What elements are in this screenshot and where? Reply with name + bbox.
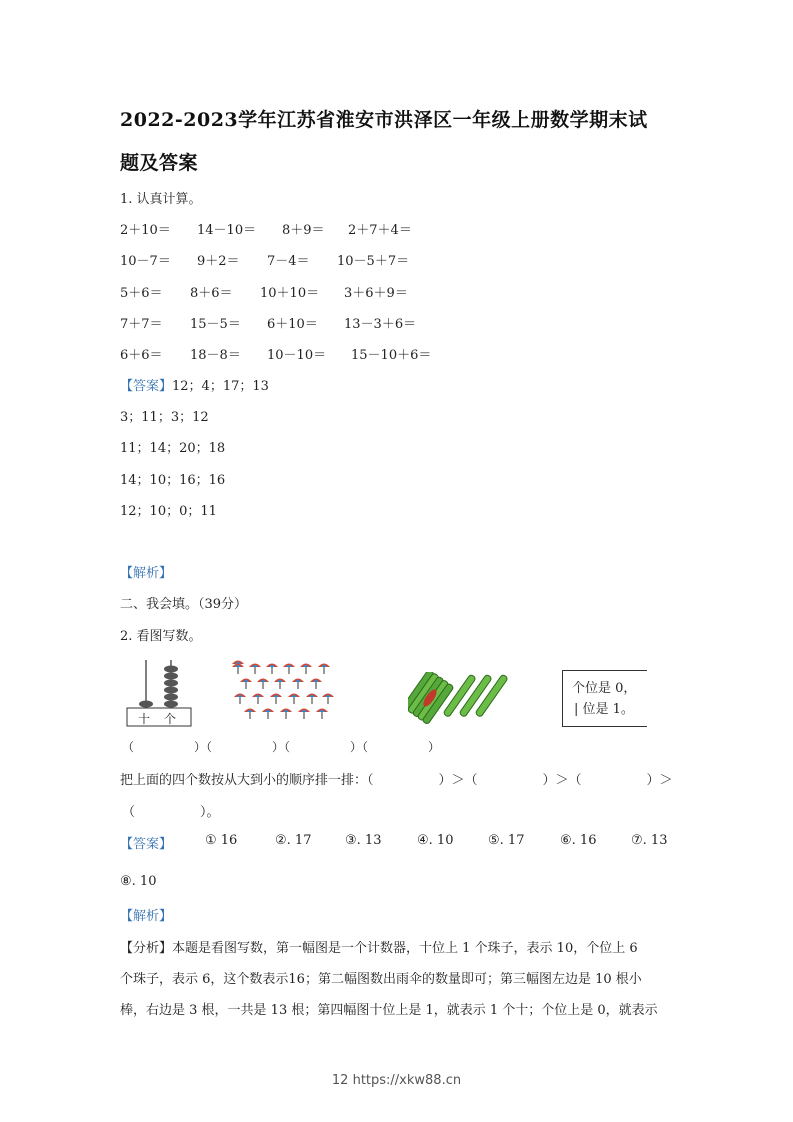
answer-item: ②. 17 <box>275 833 312 848</box>
answer-text: 14；10；16；16 <box>120 473 226 488</box>
q1-answer-line <box>120 375 269 394</box>
answer-item: ④. 10 <box>417 833 454 848</box>
answer-item: ⑦. 13 <box>631 833 668 848</box>
q1-expr: 7－4＝ <box>267 254 310 269</box>
page-title-line2: 题及答案 <box>120 152 199 174</box>
q1-expr: 15－10＋6＝ <box>351 348 432 363</box>
analysis-text: 本题是看图写数，第一幅图是一个计数器，十位上 1 个珠子，表示 10，个位上 6 <box>172 941 638 956</box>
order-question: 把上面的四个数按从大到小的顺序排一排：（ ）＞（ ）＞（ ）＞ <box>120 773 673 788</box>
answer-text: 11；14；20；18 <box>120 441 226 456</box>
sticks-bundle-image <box>408 672 508 724</box>
answer-tag: 【答案】 <box>120 837 173 852</box>
q1-heading: 1. 认真计算。 <box>120 192 202 207</box>
page-footer: 12 https://xkw88.cn <box>331 1073 462 1088</box>
section-heading: 二、我会填。（39分） <box>120 597 248 612</box>
q1-expr: 5＋6＝ <box>120 286 163 301</box>
analysis-label: 【分析】 <box>120 941 173 956</box>
answer-item: ③. 13 <box>345 833 382 848</box>
q1-expr: 15－5＝ <box>190 317 241 332</box>
q1-expr: 2＋7＋4＝ <box>348 223 412 238</box>
answer-text: 12；4；17；13 <box>172 379 269 394</box>
q1-expr: 6＋6＝ <box>120 348 163 363</box>
q1-row <box>120 344 431 363</box>
q1-expr: 10＋10＝ <box>260 286 320 301</box>
analysis-tag: 【解析】 <box>120 566 173 581</box>
q1-expr: 10－10＝ <box>267 348 327 363</box>
q1-expr: 3＋6＋9＝ <box>344 286 408 301</box>
q1-expr: 14－10＝ <box>197 223 257 238</box>
q1-expr: 7＋7＝ <box>120 317 163 332</box>
q1-expr: 8＋9＝ <box>282 223 325 238</box>
analysis-tag: 【解析】 <box>120 909 173 924</box>
q1-expr: 13－3＋6＝ <box>344 317 417 332</box>
order-question-end: （ ）。 <box>122 805 220 820</box>
q1-expr: 10－7＝ <box>120 254 171 269</box>
answer-text: 3；11；3；12 <box>120 410 209 425</box>
answer-blanks: （ ）（ ）（ ）（ ） <box>122 740 441 754</box>
analysis-line: 棒，右边是 3 根，一共是 13 根；第四幅图十位上是 1，就表示 1 个十；个位上是 0，就表示 <box>120 1003 658 1018</box>
q1-expr: 8＋6＝ <box>190 286 233 301</box>
answer-item: ⑥. 16 <box>560 833 597 848</box>
abacus-image <box>126 658 194 728</box>
umbrellas-image <box>232 658 336 724</box>
analysis-line: 个珠子，表示 6，这个数表示16；第二幅图数出雨伞的数量即可；第三幅图左边是 10 根小 <box>120 972 642 987</box>
q2-heading: 2. 看图写数。 <box>120 629 202 644</box>
abacus-tens-label: 十 <box>138 712 151 726</box>
analysis-line <box>120 937 638 956</box>
q1-row <box>120 250 409 269</box>
q1-expr: 10－5＋7＝ <box>337 254 410 269</box>
answer-text: 12；10；0；11 <box>120 504 217 519</box>
answer-item: ⑤. 17 <box>488 833 525 848</box>
place-value-tens: | 位是 1。 <box>574 702 634 717</box>
q1-expr: 6＋10＝ <box>267 317 318 332</box>
q1-expr: 18－8＝ <box>190 348 241 363</box>
page-title-line1: 2022-2023学年江苏省淮安市洪泽区一年级上册数学期末试 <box>120 109 648 131</box>
q1-row <box>120 219 412 238</box>
answer-item: ① 16 <box>205 833 238 848</box>
q1-expr: 2＋10＝ <box>120 223 171 238</box>
answer-tag: 【答案】 <box>120 379 173 394</box>
place-value-ones: 个位是 0， <box>572 681 637 696</box>
q1-expr: 9＋2＝ <box>197 254 240 269</box>
q1-row <box>120 282 408 301</box>
abacus-ones-label: 个 <box>164 712 177 726</box>
answer-item: ⑧. 10 <box>120 874 157 889</box>
q1-row <box>120 313 416 332</box>
